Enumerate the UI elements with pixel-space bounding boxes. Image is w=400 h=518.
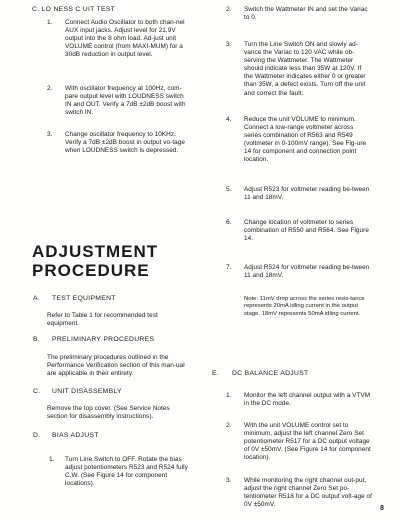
section-c-loudness-title: C. LO NESS C UIT TEST xyxy=(32,6,116,13)
bias-item-4-text: Reduce the unit VOLUME to minimum. Connect a low-range voltmeter across series combination of R563 and R549 (voltmeter in 0-100mV range). See Fig-ure 14 for component and connection point location. xyxy=(244,116,367,164)
section-c-text: Remove the top cover. (See Service Notes section for disassembly instructions). xyxy=(47,405,170,421)
section-c-title: UNIT DISASSEMBLY xyxy=(52,388,122,395)
bias-item-7-number: 7. xyxy=(226,264,232,271)
section-c-letter: C. xyxy=(33,388,41,395)
dc-item-1-number: 1. xyxy=(226,392,232,399)
section-a-title: TEST EQUIPMENT xyxy=(52,295,116,302)
page-number: 8 xyxy=(380,505,384,512)
d-item-1-number: 1. xyxy=(49,456,55,463)
heading-adjustment: ADJUSTMENT xyxy=(32,242,159,261)
section-d-title: BIAS ADJUST xyxy=(52,432,99,439)
heading-procedure: PROCEDURE xyxy=(32,261,150,280)
dc-item-2-text: With the unit VOLUME control set to minimum, adjust the left channel Zero Set potentiometer R517 for a DC output voltage of 0V ±50mV. (See Figure 14 for component location). xyxy=(244,422,371,462)
bias-item-5-number: 5. xyxy=(226,186,232,193)
section-a-letter: A. xyxy=(33,295,41,302)
section-b-title: PRELIMINARY PROCEDURES xyxy=(52,336,155,343)
c-item-2-text: With oscillator frequency at 100Hz, com-pare output level with LOUDNESS switch IN and OUT. Verify a 7dB ±2dB boost with switch IN. xyxy=(65,85,186,117)
section-d-letter: D. xyxy=(33,432,41,439)
c-item-1-text: Connect Audio Oscillator to both chan-nel AUX input jacks. Adjust level for 21.9V output into the 8 ohm load. Ad-just unit VOLUME control (from MAXI-MUM) for a 30dB reduction in output level. xyxy=(65,19,185,59)
d-item-1-text: Turn Line Switch to OFF. Rotate the bias adjust potentiometers R523 and R524 fully C.W. (See Figure 14 for component locations). xyxy=(65,456,188,488)
section-b-letter: B. xyxy=(33,336,41,343)
bias-item-2-text: Switch the Wattmeter IN and set the Variac to 0. xyxy=(244,6,368,22)
bias-item-5-text: Adjust R523 for voltmeter reading be-tween 11 and 18mV. xyxy=(244,186,370,202)
dc-item-3-number: 3. xyxy=(226,477,232,484)
dc-item-2-number: 2. xyxy=(226,422,232,429)
c-item-3-text: Change oscillator frequency to 10KHz. Verify a 7dB ±2dB boost in output vo-tage when LOUDNESS switch is depressed. xyxy=(65,131,185,155)
section-b-text: The preliminary procedures outlined in the Performance Verification section of this man-ual are applicable in their entirety. xyxy=(47,354,185,378)
bias-item-3-text: Turn the Line Switch ON and slowly ad-vance the Variac to 120 VAC while ob-serving the Wattmeter. The Wattmeter should indicate less than 35W at 120V. If the Wattmeter indicates either 0 or greater than 35W, a defect exists. Turn off the unit and correct the fault. xyxy=(244,41,366,97)
dc-item-3-text: While monitoring the right channel out-put, adjust the right channel Zero Set po-tentiometer R518 for a DC output volt-age of 0V ±50mV. xyxy=(244,477,372,509)
c-item-2-number: 2. xyxy=(47,85,53,92)
c-item-1-number: 1. xyxy=(47,19,53,26)
section-a-text: Refer to Table 1 for recommended test equipment. xyxy=(47,312,158,328)
bias-item-6-number: 6. xyxy=(226,219,232,226)
dc-item-1-text: Monitor the left channel output with a VTVM in the DC mode. xyxy=(244,392,371,408)
idling-current-note: Note: 11mV drop across the series resis-tance represents 20mA idling current in the output stage. 18mV represents 50mA idling current. xyxy=(244,296,365,317)
c-item-3-number: 3. xyxy=(47,131,53,138)
bias-item-6-text: Change location of voltmeter to series combination of R550 and R564. See Figure 14. xyxy=(244,219,369,243)
bias-item-2-number: 2. xyxy=(226,6,232,13)
section-e-title: DC BALANCE ADJUST xyxy=(232,370,309,377)
bias-item-7-text: Adjust R524 for voltmeter reading be-tween 11 and 18mV. xyxy=(244,264,370,280)
bias-item-3-number: 3. xyxy=(226,41,232,48)
bias-item-4-number: 4. xyxy=(226,116,232,123)
section-e-letter: E. xyxy=(212,370,220,377)
